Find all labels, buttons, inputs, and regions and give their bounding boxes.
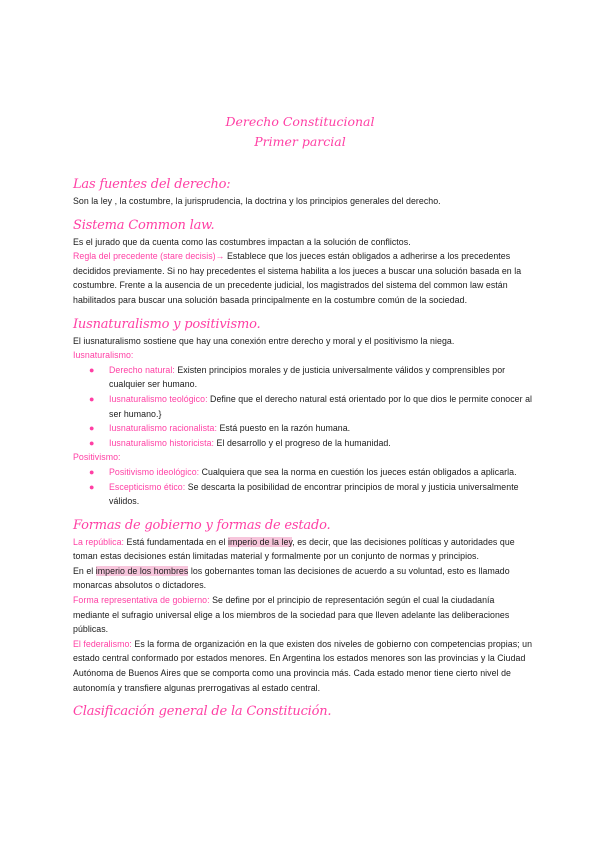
term-label: La república:	[73, 536, 125, 547]
term-text: Se define por el principio de representación según el cual la ciudadanía mediante el sufragio universal elige a los miembros de la sociedad para que lleven adelante las deliberaciones públicas.	[73, 595, 510, 635]
paragraph	[73, 593, 533, 637]
term-label: Forma representativa de gobierno:	[73, 595, 210, 606]
term-label: Escepticismo ético:	[109, 481, 186, 492]
paragraph	[73, 637, 533, 695]
text-fragment: , es decir, que las decisiones políticas y autoridades que toman estas decisiones están limitadas material y formalmente por un conjunto de normas y principios.	[73, 536, 515, 562]
section-heading: Clasificación general de la Constitución.	[73, 704, 332, 720]
term-text: Está puesto en la razón humana.	[217, 423, 351, 434]
paragraph	[73, 535, 533, 564]
paragraph: Es el jurado que da cuenta como las costumbres impactan a la solución de conflictos.	[73, 236, 411, 247]
term-text: Es la forma de organización en la que existen dos niveles de gobierno con competencias propias; un estado central conformado por estados menores. En Argentina los estados menores son las provincias y la Ciudad Autónoma de Buenos Aires que se comporta como una provincia más. Cada estado menor tiene cierto nivel de autonomía y transfiere algunas prerrogativas al estado central.	[73, 638, 533, 693]
section-heading: Sistema Common law.	[73, 217, 215, 233]
term-label: El federalismo:	[73, 638, 132, 649]
group-label: Positivismo:	[73, 452, 121, 463]
document-body	[73, 176, 533, 729]
list-item	[89, 465, 533, 480]
group-label: Iusnaturalismo:	[73, 350, 134, 361]
section-iusnaturalismo	[73, 316, 533, 509]
bullet-icon: ●	[89, 481, 95, 492]
list-item	[89, 436, 533, 451]
term-text: Establece que los jueces están obligados a adherirse a los precedentes decididos previamente. Si no hay precedentes el sistema habilita a los jueces a buscar una solución basada en la costumbre. Frente a la ausencia de un precedente judicial, los magistrados del sistema del common law están habilitados para buscar una solución basada principalmente en la costumbre común de la sociedad.	[73, 251, 522, 305]
term-label: Derecho natural:	[109, 364, 175, 375]
term-label: Iusnaturalismo teológico:	[109, 393, 208, 404]
bullet-icon: ●	[89, 423, 95, 434]
paragraph	[73, 564, 533, 593]
term-text: Define que el derecho natural está orientado por lo que dios le permite conocer al ser humano.}	[109, 393, 533, 419]
bullet-list	[73, 465, 533, 509]
document-subtitle: Primer parcial	[254, 134, 346, 149]
term-text: Se descarta la posibilidad de encontrar principios de moral y justicia universalmente válidos.	[109, 481, 519, 507]
bullet-icon: ●	[89, 364, 95, 375]
list-item	[89, 421, 533, 436]
paragraph: Son la ley , la costumbre, la jurisprudencia, la doctrina y los principios generales del derecho.	[73, 196, 441, 206]
bullet-icon: ●	[89, 437, 95, 448]
paragraph	[73, 249, 533, 307]
term-label: Positivismo ideológico:	[109, 466, 200, 477]
highlighted-text: imperio de los hombres	[95, 565, 189, 576]
section-heading: Formas de gobierno y formas de estado.	[73, 517, 331, 533]
term-label: Iusnaturalismo historicista:	[109, 437, 215, 448]
section-heading: Iusnaturalismo y positivismo.	[73, 316, 261, 332]
section-common-law	[73, 217, 533, 308]
text-fragment: En el	[73, 565, 96, 576]
section-fuentes	[73, 176, 533, 209]
term-label: Regla del precedente (stare decisis)→	[73, 251, 227, 262]
bullet-list	[73, 363, 533, 451]
section-formas-gobierno	[73, 517, 533, 696]
term-label: Iusnaturalismo racionalista:	[109, 423, 217, 434]
term-text: Existen principios morales y de justicia universalmente válidos y comprensibles por cualquier ser humano.	[109, 364, 506, 390]
bullet-icon: ●	[89, 466, 95, 477]
paragraph: El iusnaturalismo sostiene que hay una conexión entre derecho y moral y el positivismo la niega.	[73, 335, 455, 346]
text-fragment: los gobernantes toman las decisiones de acuerdo a su voluntad, esto es llamado monarcas absolutos o dictadores.	[73, 565, 510, 591]
term-text: Cualquiera que sea la norma en cuestión los jueces están obligados a aplicarla.	[199, 466, 517, 477]
bullet-icon: ●	[89, 393, 95, 404]
list-item	[89, 392, 533, 421]
highlighted-text: imperio de la ley	[227, 536, 293, 547]
document-title: Derecho Constitucional	[225, 114, 375, 129]
text-fragment: Está fundamentada en el	[124, 536, 228, 547]
term-text: El desarrollo y el progreso de la humanidad.	[214, 437, 391, 448]
list-item	[89, 480, 533, 509]
list-item	[89, 363, 533, 392]
section-heading: Las fuentes del derecho:	[73, 177, 231, 192]
section-clasificacion	[73, 703, 533, 721]
title-block	[0, 112, 600, 152]
